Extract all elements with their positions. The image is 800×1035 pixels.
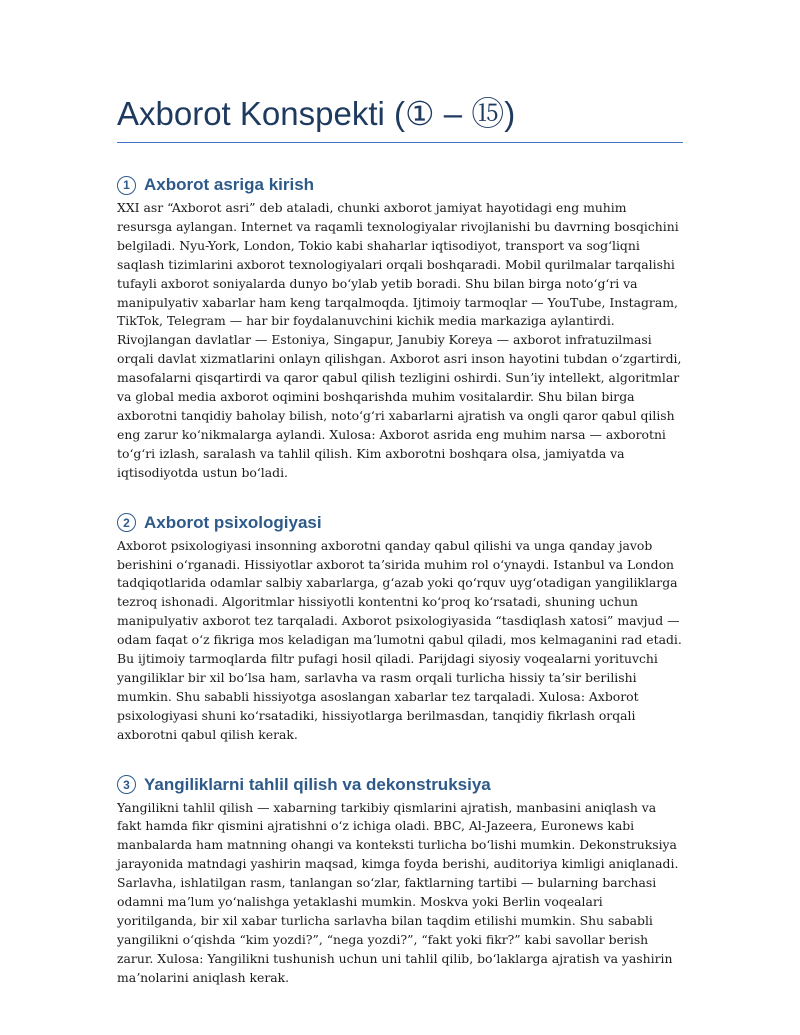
section-heading-text: Axborot psixologiyasi: [144, 512, 322, 532]
section-number-badge: 3: [117, 775, 136, 794]
section-heading-text: Yangiliklarni tahlil qilish va dekonstruksiya: [144, 774, 491, 794]
section-number-badge: 2: [117, 513, 136, 532]
section-body: XXI asr “Axborot asri” deb ataladi, chunki axborot jamiyat hayotidagi eng muhim resursga aylangan. Internet va raqamli texnologiyalar rivojlanishi bu davrning bosqichini belgiladi. Nyu-York, London, Tokio kabi shaharlar iqtisodiyot, transport va sogʻliqni saqlash tizimlarini axborot texnologiyalari orqali boshqaradi. Mobil qurilmalar tarqalishi tufayli axborot soniyalarda dunyo boʻylab yetib boradi. Shu bilan birga notoʻgʻri va manipulyativ xabarlar ham keng tarqalmoqda. Ijtimoiy tarmoqlar — YouTube, Instagram, TikTok, Telegram — har bir foydalanuvchini kichik media markaziga aylantirdi. Rivojlangan davlatlar — Estoniya, Singapur, Janubiy Koreya — axborot infratuzilmasi orqali davlat xizmatlarini onlayn qilishgan. Axborot asri inson hayotini tubdan oʻzgartirdi, masofalarni qisqartirdi va qaror qabul qilish tezligini oshirdi. Sunʼiy intellekt, algoritmlar va global media axborot oqimini boshqarishda muhim vositalardir. Shu bilan birga axborotni tanqidiy baholay bilish, notoʻgʻri xabarlarni ajratish va ongli qaror qabul qilish eng zarur koʻnikmalarga aylandi. Xulosa: Axborot asrida eng muhim narsa — axborotni toʻgʻri izlash, saralash va tahlil qilish. Kim axborotni boshqara olsa, jamiyatda va iqtisodiyotda ustun boʻladi.: [117, 200, 682, 480]
section-number-badge: 1: [117, 176, 136, 195]
section-heading: [117, 773, 683, 797]
section-body: Axborot psixologiyasi insonning axborotni qanday qabul qilishi va unga qanday javob berishini oʻrganadi. Hissiyotlar axborot taʼsirida muhim rol oʻynaydi. Istanbul va London tadqiqotlarida odamlar salbiy xabarlarga, gʻazab yoki qoʻrquv uygʻotadigan yangiliklarga tezroq ishonadi. Algoritmlar hissiyotli kontentni koʻproq koʻrsatadi, shuning uchun manipulyativ axborot tez tarqaladi. Axborot psixologiyasida “tasdiqlash xatosi” mavjud — odam faqat oʻz fikriga mos keladigan maʼlumotni qabul qiladi, mos kelmaganini rad etadi. Bu ijtimoiy tarmoqlarda filtr pufagi hosil qiladi. Parijdagi siyosiy voqealarni yorituvchi yangiliklar bir xil boʻlsa ham, sarlavha va rasm orqali turlicha hissiy taʼsir berilishi mumkin. Shu sababli hissiyotga asoslangan xabarlar tez tarqaladi. Xulosa: Axborot psixologiyasi shuni koʻrsatadiki, hissiyotlarga berilmasdan, tanqidiy fikrlash orqali axborotni qabul qilish kerak.: [117, 537, 682, 742]
section-heading: [117, 511, 683, 535]
section-1: [117, 173, 683, 483]
section-body: Yangilikni tahlil qilish — xabarning tarkibiy qismlarini ajratish, manbasini aniqlash va fakt hamda fikr qismini ajratishni oʻz ichiga oladi. BBC, Al-Jazeera, Euronews kabi manbalarda ham matnning ohangi va konteksti turlicha boʻlishi mumkin. Dekonstruksiya jarayonida matndagi yashirin maqsad, kimga foyda berishi, auditoriya kimligi aniqlanadi. Sarlavha, ishlatilgan rasm, tanlangan soʻzlar, faktlarning tartibi — bularning barchasi odamni maʼlum yoʻnalishga yetaklashi mumkin. Moskva yoki Berlin voqealari yoritilganda, bir xil xabar turlicha sarlavha bilan taqdim etilishi mumkin. Shu sababli yangilikni oʻqishda “kim yozdi?”, “nega yozdi?”, “fakt yoki fikr?” kabi savollar berish zarur. Xulosa: Yangilikni tushunish uchun uni tahlil qilib, boʻlaklarga ajratish va yashirin maʼnolarini aniqlash kerak.: [117, 799, 679, 985]
section-2: [117, 511, 683, 745]
section-3: [117, 773, 683, 988]
section-heading: [117, 173, 683, 197]
section-heading-text: Axborot asriga kirish: [144, 175, 315, 194]
document-title: Axborot Konspekti (① – ⑮): [117, 92, 683, 143]
